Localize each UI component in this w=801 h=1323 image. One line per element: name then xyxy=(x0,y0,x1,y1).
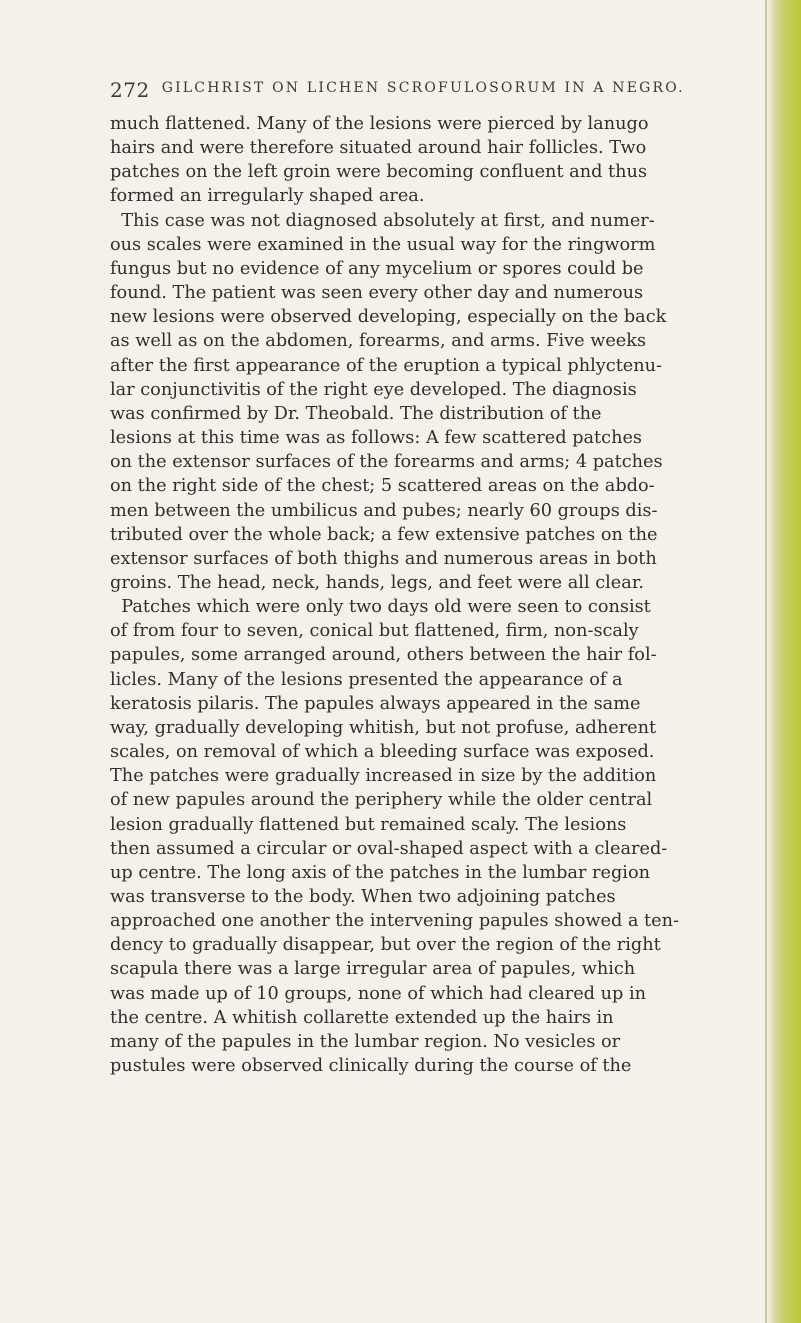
text-line: keratosis pilaris. The papules always appeared in the same xyxy=(110,693,641,714)
text-line: extensor surfaces of both thighs and numerous areas in both xyxy=(110,548,657,569)
text-line: patches on the left groin were becoming confluent and thus xyxy=(110,162,648,183)
text-line: new lesions were observed developing, especially on the back xyxy=(110,307,667,328)
running-head-title: GILCHRIST ON LICHEN SCROFULOSORUM IN A NEGRO. xyxy=(161,80,685,96)
text-line: The patches were gradually increased in size by the addition xyxy=(110,766,657,787)
text-line: lesion gradually flattened but remained scaly. The lesions xyxy=(110,814,627,835)
text-line: of from four to seven, conical but flattened, firm, non-scaly xyxy=(110,621,639,642)
text-line: way, gradually developing whitish, but not profuse, adherent xyxy=(110,717,657,738)
text-line: of new papules around the periphery while the older central xyxy=(110,790,653,811)
text-line: the centre. A whitish collarette extended up the hairs in xyxy=(110,1007,614,1028)
text-line: approached one another the intervening papules showed a ten- xyxy=(110,911,680,932)
text-line: lesions at this time was as follows: A few scattered patches xyxy=(110,428,643,449)
text-line: pustules were observed clinically during the course of the xyxy=(110,1056,632,1077)
text-line: much flattened. Many of the lesions were pierced by lanugo xyxy=(110,114,649,134)
text-line: up centre. The long axis of the patches in the lumbar region xyxy=(110,862,650,883)
text-line: ous scales were examined in the usual way for the ringworm xyxy=(110,234,656,255)
text-line: as well as on the abdomen, forearms, and arms. Five weeks xyxy=(110,331,647,352)
text-line: after the first appearance of the eruption a typical phlyctenu- xyxy=(110,355,663,376)
running-head xyxy=(110,80,750,104)
text-line: fungus but no evidence of any mycelium or spores could be xyxy=(110,258,644,279)
text-line: found. The patient was seen every other day and numerous xyxy=(110,283,644,304)
text-line: tributed over the whole back; a few extensive patches on the xyxy=(110,524,658,545)
text-line: dency to gradually disappear, but over the region of the right xyxy=(110,935,661,956)
text-line: Patches which were only two days old were seen to consist xyxy=(110,597,651,618)
text-line: on the extensor surfaces of the forearms and arms; 4 patches xyxy=(110,452,663,473)
text-line: was confirmed by Dr. Theobald. The distribution of the xyxy=(110,403,602,424)
text-line: hairs and were therefore situated around hair follicles. Two xyxy=(110,138,647,159)
text-line: papules, some arranged around, others between the hair fol- xyxy=(110,645,657,666)
text-line: was made up of 10 groups, none of which had cleared up in xyxy=(110,983,647,1004)
text-line: This case was not diagnosed absolutely at first, and numer- xyxy=(110,210,655,231)
text-line: men between the umbilicus and pubes; nearly 60 groups dis- xyxy=(110,500,658,521)
text-line: on the right side of the chest; 5 scattered areas on the abdo- xyxy=(110,476,655,497)
text-line: groins. The head, neck, hands, legs, and feet were all clear. xyxy=(110,572,644,593)
text-line: scales, on removal of which a bleeding surface was exposed. xyxy=(110,742,655,763)
text-line: scapula there was a large irregular area of papules, which xyxy=(110,959,636,980)
page-number: 272 xyxy=(110,78,150,102)
text-line: formed an irregularly shaped area. xyxy=(110,186,425,207)
page-edge-tint xyxy=(767,0,801,1323)
text-line: then assumed a circular or oval-shaped aspect with a cleared- xyxy=(110,838,668,859)
body-text xyxy=(110,112,770,1078)
text-line: lar conjunctivitis of the right eye developed. The diagnosis xyxy=(110,379,637,400)
text-line: many of the papules in the lumbar region. No vesicles or xyxy=(110,1031,621,1052)
text-line: was transverse to the body. When two adjoining patches xyxy=(110,887,616,907)
text-line: licles. Many of the lesions presented the appearance of a xyxy=(110,669,623,690)
